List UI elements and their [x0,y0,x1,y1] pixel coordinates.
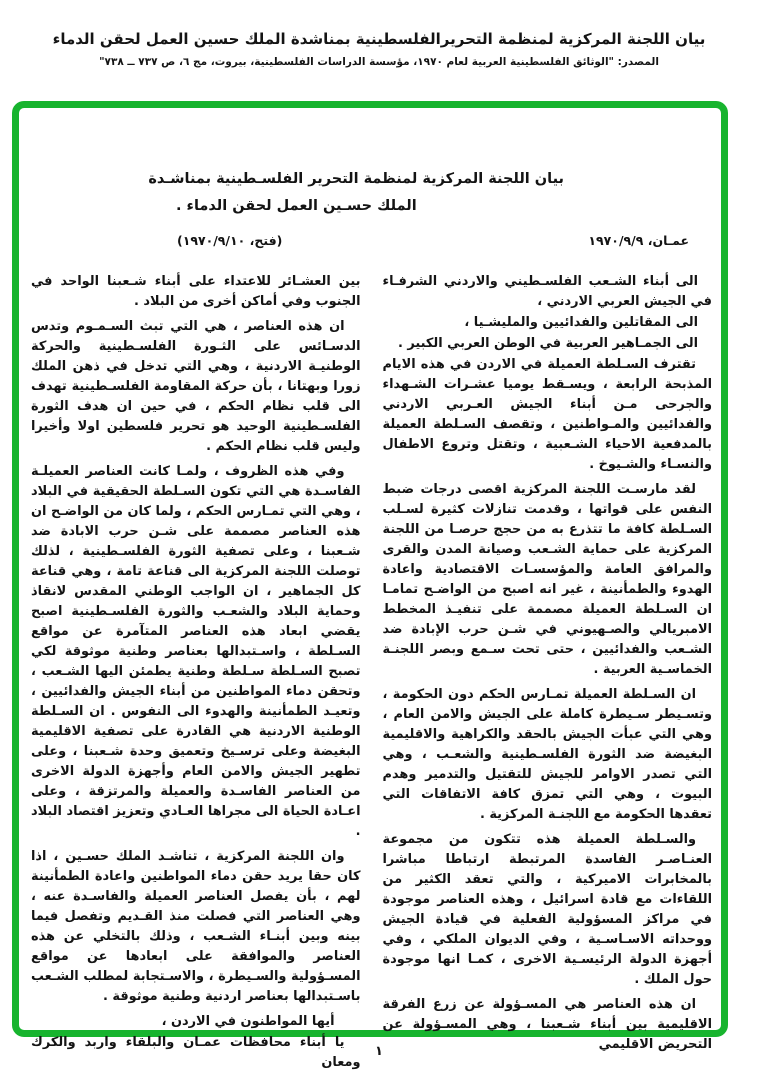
document-source-citation: المصدر: "الوثائق الفلسطينية العربية لعام ١٩٧٠، مؤسسة الدراسات الفلسطينية، بيروت، مج ٦، ص ٧٣٧ ــ ٧٣٨" [99,56,659,68]
paragraph: الى المقاتلين والفدائيين والمليشـيا ، [464,315,698,330]
paragraph: وفي هذه الظروف ، ولمـا كانت العناصر العميلـة الفاسـدة هي التي تكون السـلطة الحقيقية في البلاد ، وهي التي تمـارس الحكم ، ولما كان من الواضـح ان هذه العناصر مصممة على شـن حرب الابادة ضد شـعبنا ، وعلى تصفية الثورة الفلسـطينية ، لذلك توصلت اللجنة المركزية الى قناعة تامة ، وهي قناعة كل الجماهير ، ان الواجب الوطني المقدس لانقاذ وحماية البلاد والشعـب والثورة الفلسـطينية اصبح يقضي ابعاد هذه العناصر المتآمرة عن مواقع السـلطة ، واسـتبدالها بعناصر وطنية موثوقة لكي تصبح السـلطة سـلطة وطنية يطمئن اليها الشـعب ، وتحقن دماء المواطنين من أبناء الجيش والفدائيين ، وتعيـد الطمأنينة والهدوء الى النفوس . ان السـلطة الوطنية الاردنية هي القادرة على تصفية الاقليمية البغيضة وعلى ترسـيخ وتعميق وحدة شـعبنا ، وعلى تطهير الجيش والامن العام وأجهزة الدولة الاخرى من العناصر الفاسـدة والعميلة والمرتزقة ، وعلى اعـادة الحياة الى مجراها العـادي وتعزيز اقتصاد البلاد . [31,464,361,839]
paragraph: تقترف السـلطة العميلة في الاردن في هذه الايام المذبحة الرابعة ، ويسـقط يوميا عشـرات الشـهداء والجرحى مـن أبناء الجيش العـربي الاردني والفدائيين والمـواطنين ، وتقصف السـلطة العميلة بالمدفعية الاحياء الشـعبية ، وتقتل وتروع الاطفال والنسـاء والشـيوخ . [382,357,712,472]
page-number: ١ [375,1044,383,1059]
document-header-title: بيان اللجنة المركزية لمنظمة التحريرالفلسطينية بمناشدة الملك حسين العمل لحقن الدماء [52,30,706,48]
paragraph: ان هذه العناصر ، هي التي تبث السـمـوم وتدس الدسـائس على الثـورة الفلسـطينية والحركة الوطنيـة الاردنية ، وهي التي تدخل في ذهن الملك زورا وبهتانا ، بأن حركة المقاومة الفلسـطينية تهدف الى قلب نظام الحكم ، في حين ان هدف الثورة الفلسـطينية الوحيد هو تحرير فلسطين اولا وأخيرا وليس قلب نظام الحكم . [31,319,361,454]
body-columns [19,272,721,1078]
text-column-right [383,272,713,1078]
paragraph: بين العشـائر للاعتداء على أبناء شـعبنا الواحد في الجنوب وفي أماكن أخرى من البلاد . [31,274,361,309]
statement-title [148,166,564,220]
statement-title-line1: بيان اللجنة المركزية لمنظمة التحرير الفلسـطينية بمناشـدة [148,171,564,187]
statement-title-line2: الملك حسـين العمل لحقن الدماء . [176,198,417,214]
paragraph: أيها المواطنون في الاردن ، [161,1014,335,1029]
dateline-location: عمـان، ١٩٧٠/٩/٩ [588,233,689,248]
paragraph: الى الجمـاهير العربية في الوطن العربي الكبير . [397,336,698,351]
text-column-left [31,272,361,1078]
dateline [19,233,721,248]
green-border-frame [12,101,728,1070]
paragraph: وان اللجنة المركزية ، تناشـد الملك حسـين ، اذا كان حقا يريد حقن دماء المواطنين واعادة الطمأنينة لهم ، بأن يفصل العناصر العميلة والفاسـدة عنه ، وهي العناصر التي فصلت منذ القـديم وتفصل فيما بينه وبين أبنـاء الشـعب ، وذلك بالتخلي عن هذه العناصر والموافقة على ابعادها عن مواقع المسـؤولية والسـيطرة ، والاسـتجابة لمطلب الشـعب باسـتبدالها بعناصر اردنية وطنية موثوقة . [31,849,361,1004]
dateline-source-note: (فتح، ١٩٧٠/٩/١٠) [177,233,283,248]
paragraph: ان السـلطة العميلة تمـارس الحكم دون الحكومة ، وتسـيطر سـيطرة كاملة على الجيش والامن العام ، وهي التي عبأت الجيش بالحقد والكراهية والاقليمية البغيضة ضد الثورة الفلسـطينية والشعـب ، وهي التي تصدر الاوامر للجيش للتقتيل والتدمير وهدم البيوت ، وهي التي تمزق كافة الاتفاقات التي تعقدها الحكومة مع اللجنـة المركزية . [382,687,712,822]
paragraph: والسـلطة العميلة هذه تتكون من مجموعة العنـاصـر الفاسدة المرتبطة ارتباطا مباشرا بالمخابرات الاميركية ، والتي تعقد الكثير من اللقاءات مع قادة اسرائيل ، وهذه العناصر موجودة في مراكز المسؤولية الفعلية في قيادة الجيش ووحداته الاسـاسـية ، وفي الديوان الملكي ، وفي أجهزة الدولة الرئيسـية الاخرى ، كمـا انها موجودة حول الملك . [382,832,712,987]
paragraph: الى أبناء الشـعب الفلسـطيني والاردني الشرفـاء في الجيش العربي الاردني ، [382,274,712,309]
paragraph: لقد مارسـت اللجنة المركزية اقصى درجات ضبط النفس على قواتها ، وقدمت تنازلات كثيرة لسـلب السـلطة كافة ما تتذرع به من حجج حرصـا من اللجنة المركزية على حماية الشـعب وصيانة المدن والقرى والمرافق العامة والمؤسسـات الاقتصادية واعادة الهدوء والطمأنينة ، غير انه اصبح من الواضـح تمامـا ان السـلطة العميلة مصممة على تنفيـذ المخطط الامبريالي والصـهيوني في شـن حرب الإبادة ضد الشـعب والفدائيين ، حتى تحت سـمع وبصر اللجنـة الخماسـية العربية . [382,482,712,677]
paragraph: يا أبناء محافظات عمـان والبلقاء واربد والكرك ومعان [31,1035,361,1070]
paragraph: ان هذه العناصر هي المسـؤولة عن زرع الفرقة الاقليمية بين أبناء شـعبنا ، وهي المسـؤولة عن التحريض الاقليمي [382,997,712,1052]
